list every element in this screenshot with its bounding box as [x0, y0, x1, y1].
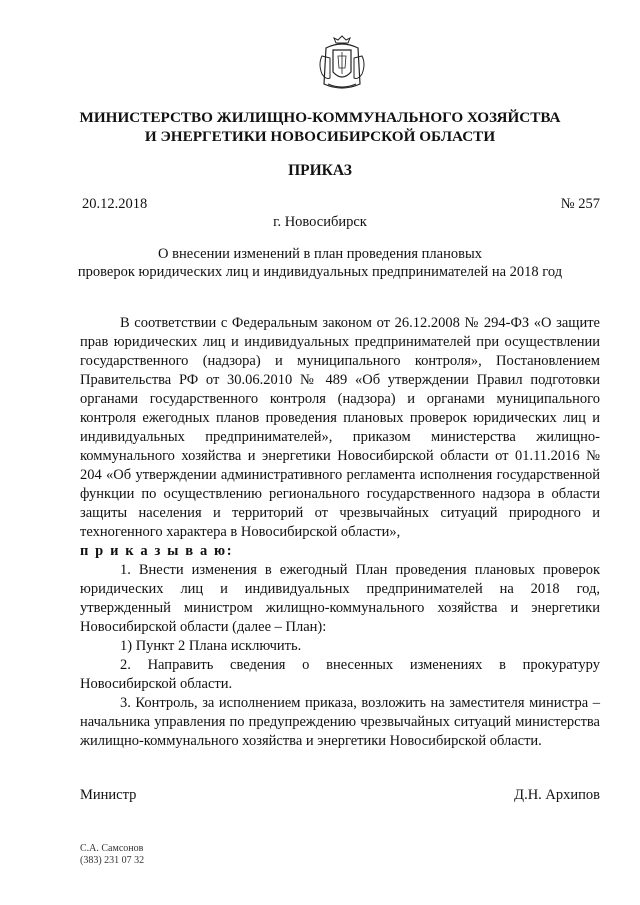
- order-item-2: 2. Направить сведения о внесенных изменениях в прокуратуру Новосибирской области.: [80, 657, 600, 692]
- ministry-header-line1: МИНИСТЕРСТВО ЖИЛИЩНО-КОММУНАЛЬНОГО ХОЗЯЙСТВА: [79, 109, 561, 126]
- signatory-name: Д.Н. Архипов: [514, 787, 600, 803]
- order-word: п р и к а з ы в а ю:: [80, 543, 234, 559]
- document-date: 20.12.2018: [82, 196, 148, 212]
- signatory-role: Министр: [80, 787, 137, 803]
- document-body: [80, 314, 600, 751]
- ministry-header: [60, 108, 580, 146]
- document-type: ПРИКАЗ: [288, 162, 352, 179]
- document-city: г. Новосибирск: [273, 214, 367, 230]
- coat-of-arms-icon: [312, 34, 372, 94]
- subject-line1: О внесении изменений в план проведения плановых: [158, 246, 482, 262]
- executor-info: [80, 843, 144, 867]
- executor-name: С.А. Самсонов: [80, 843, 144, 854]
- order-item-1: 1. Внести изменения в ежегодный План проведения плановых проверок юридических лиц и индивидуальных предпринимателей на 2018 год, утвержденный министром жилищно-коммунального хозяйства и энергетики Новосибирской области (далее – План):: [80, 562, 600, 635]
- ministry-header-line2: И ЭНЕРГЕТИКИ НОВОСИБИРСКОЙ ОБЛАСТИ: [144, 128, 496, 145]
- executor-phone: (383) 231 07 32: [80, 855, 145, 866]
- document-subject: [60, 245, 580, 281]
- order-item-3: 3. Контроль, за исполнением приказа, возложить на заместителя министра – начальника управления по предупреждению чрезвычайных ситуаций министерства жилищно-коммунального хозяйства и энергетики Новосибирской области.: [80, 695, 600, 749]
- document-number: № 257: [560, 196, 600, 212]
- body-preamble: В соответствии с Федеральным законом от 26.12.2008 № 294-ФЗ «О защите прав юридических лиц и индивидуальных предпринимателей при осуществлении государственного (надзора) и муниципального контроля», Постановлением Правительства РФ от 30.06.2010 № 489 «Об утверждении Правил подготовки органами государственного контроля (надзора) и органами муниципального контроля ежегодных планов проведения плановых проверок юридических лиц и индивидуальных предпринимателей», приказом министерства жилищно-коммунального хозяйства и энергетики Новосибирской области от 01.11.2016 № 204 «Об утверждении административного регламента исполнения государственной функции по осуществлению регионального государственного надзора в области защиты населения и территорий от чрезвычайных ситуаций природного и техногенного характера в Новосибирской области»,: [80, 315, 600, 540]
- subject-line2: проверок юридических лиц и индивидуальных предпринимателей на 2018 год: [77, 264, 563, 280]
- order-item-1-subitem: 1) Пункт 2 Плана исключить.: [120, 638, 302, 654]
